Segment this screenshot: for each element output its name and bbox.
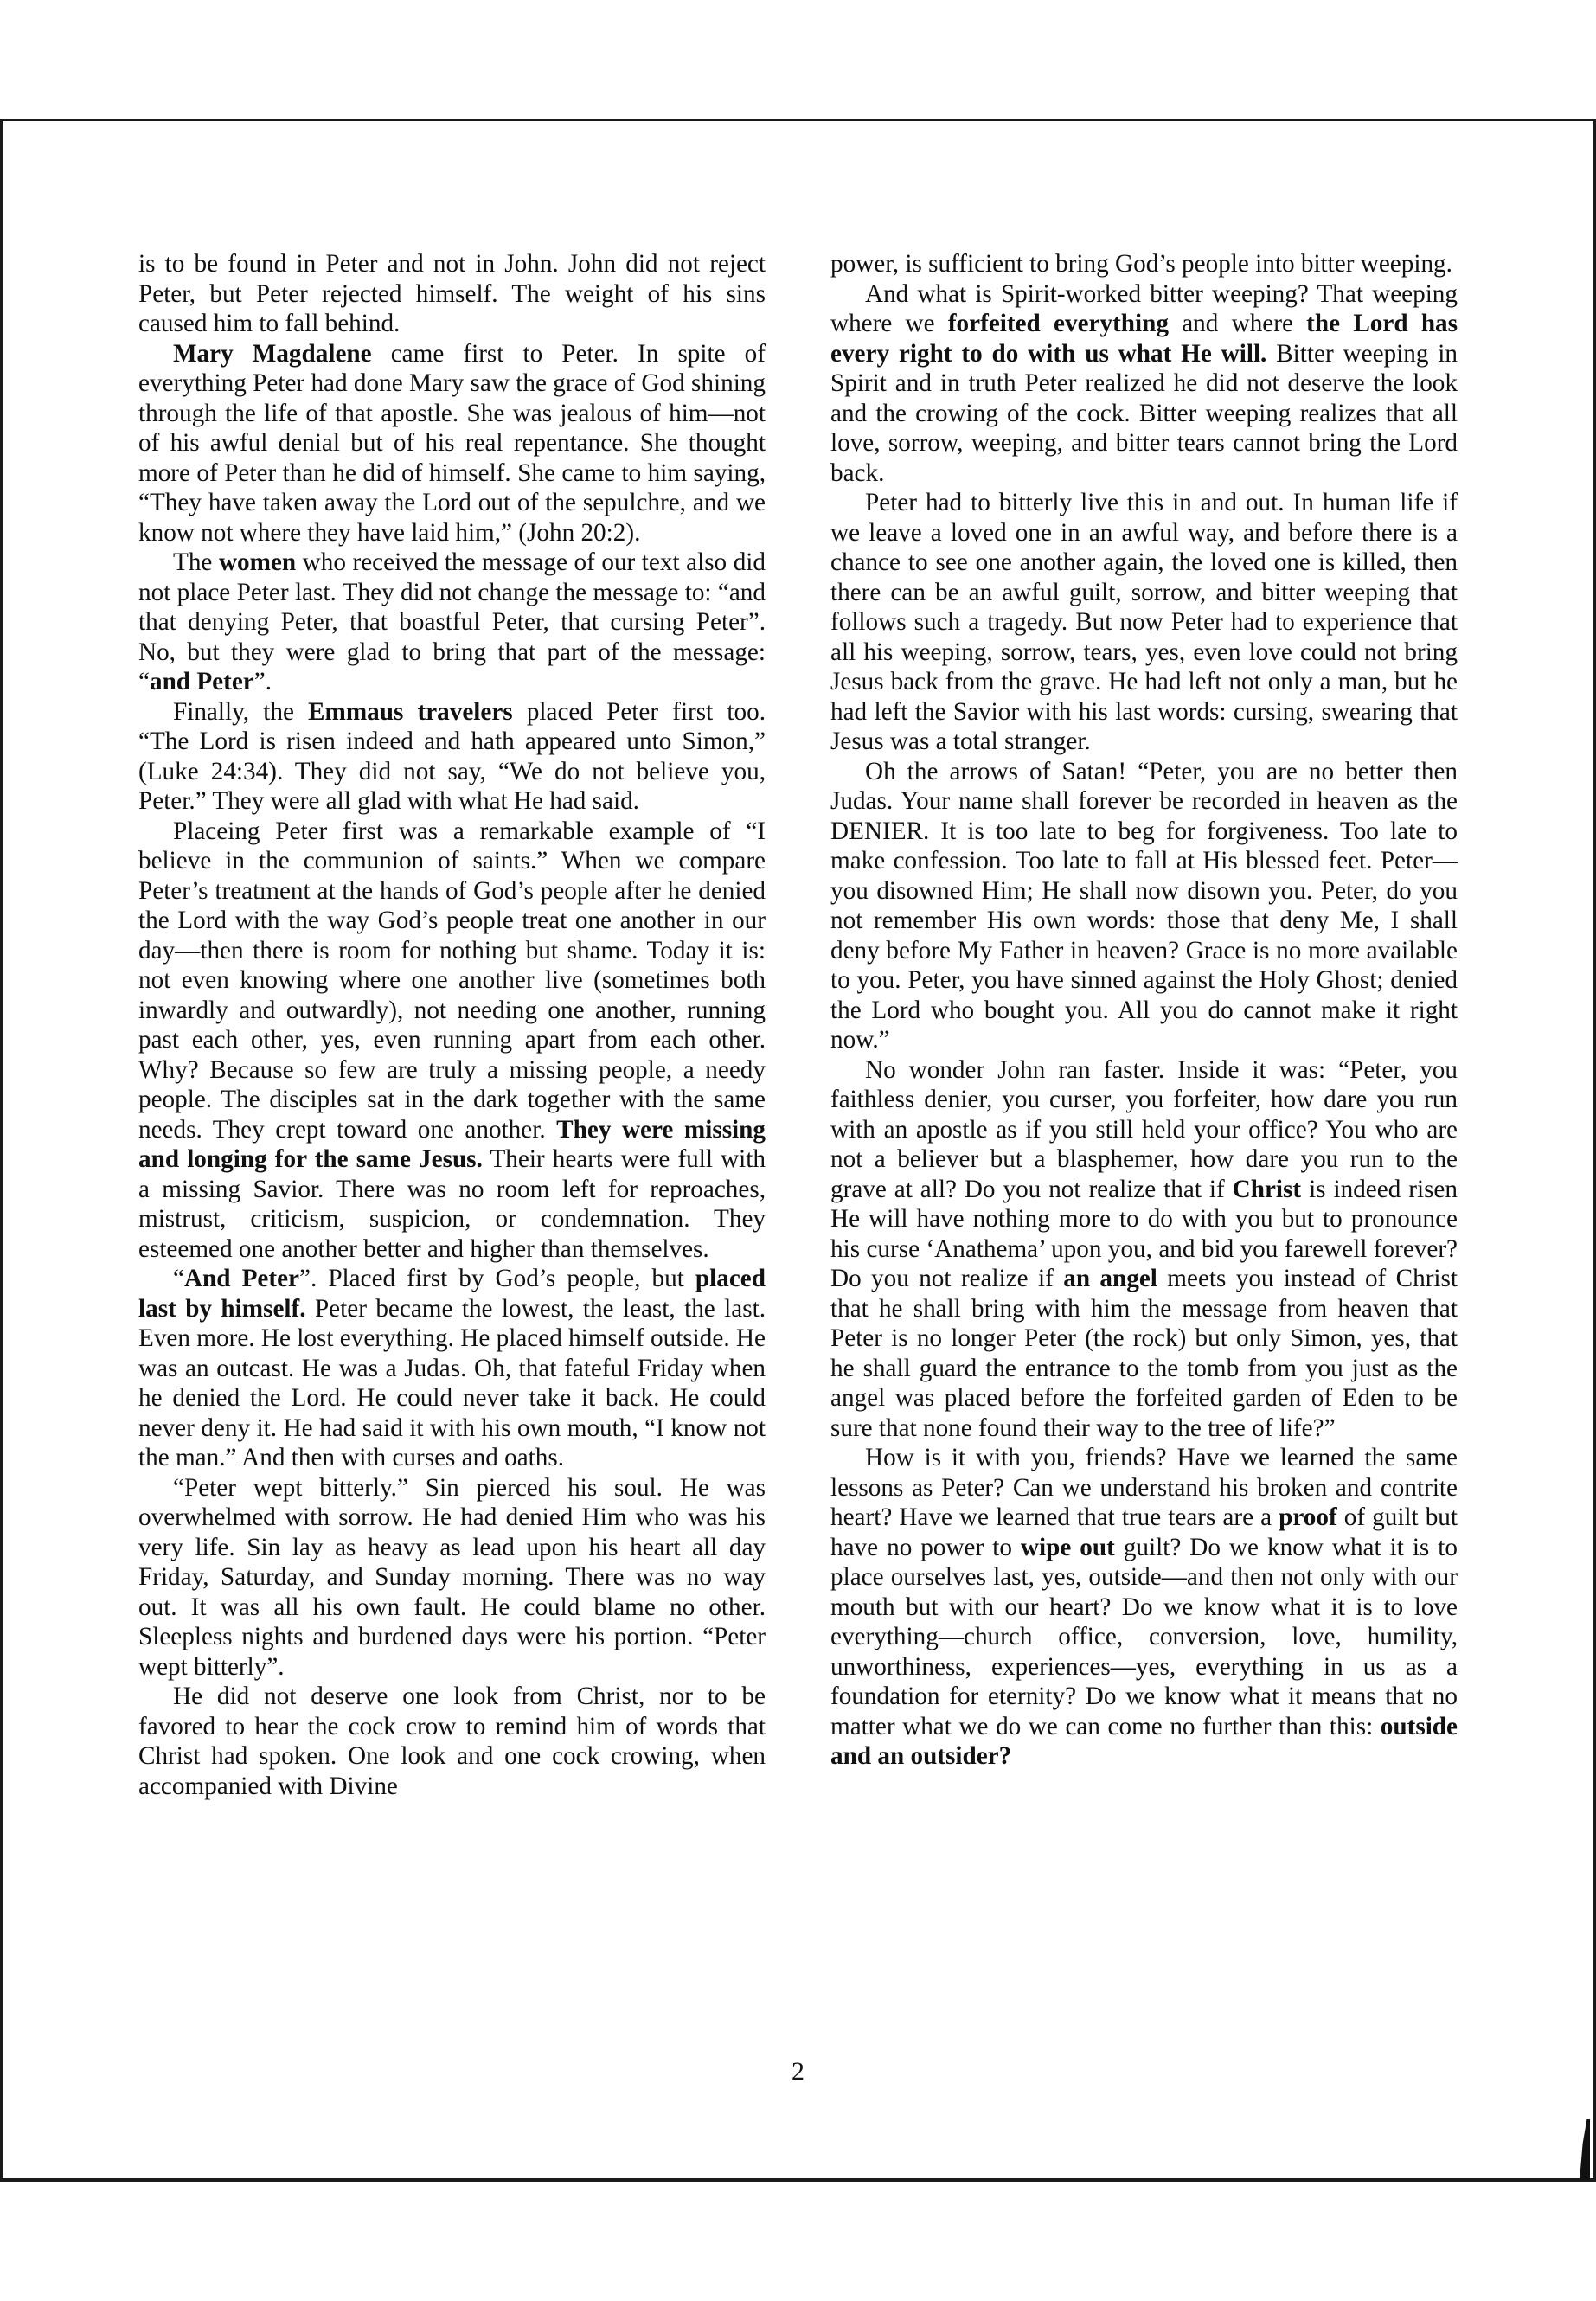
text-run: Placeing Peter first was a remarkable example of “I believe in the communion of saints.” When we compare Peter’s treatment at the hands of God’s people after he denied the Lord with the way God’s people treat one another in our day—then there is room for nothing but shame. Today it is: not even knowing where one another live (sometimes both inwardly and outwardly), not needing one another, running past each other, yes, even running apart from each other. Why? Because so few are truly a missing people, a needy people. The disciples sat in the dark together with the same needs. They crept toward one another. — [138, 817, 766, 1144]
paragraph — [138, 339, 766, 548]
paragraph — [138, 1473, 766, 1682]
text-run: The — [173, 548, 219, 576]
paragraph — [138, 249, 766, 339]
text-run: He did not deserve one look from Christ, nor to be favored to hear the cock crow to remind him of words that Christ had spoken. One look and one cock crowing, when accompanied with Divine — [138, 1682, 766, 1800]
text-run: Finally, the — [173, 697, 309, 726]
text-run: Oh the arrows of Satan! “Peter, you are no better then Judas. Your name shall forever be recorded in heaven as the DENIER. It is too late to beg for forgiveness. Too late to make confession. Too late to fall at His blessed feet. Peter—you disowned Him; He shall now disown you. Peter, do you not remember His own words: those that deny Me, I shall deny before My Father in heaven? Grace is no more available to you. Peter, you have sinned against the Holy Ghost; denied the Lord who bought you. All you do cannot make it right now.” — [830, 757, 1458, 1054]
text-run: ”. — [253, 668, 272, 695]
text-run: No wonder John ran faster. Inside it was: “Peter, you faithless denier, you curser, you forfeiter, how dare you run with an apostle as if you still held your office? You who are not a believer but a blasphemer, how dare you run to the grave at all? Do you not realize that if — [830, 1055, 1458, 1203]
text-run: who received the message of our text also did not place Peter last. They did not change the message to: “and that denying Peter, that boastful Peter, that cursing Peter”. No, but they were glad to bring that part of the message: “ — [138, 548, 766, 695]
bold-text: women — [218, 548, 297, 576]
bold-text: Christ — [1232, 1175, 1302, 1203]
paragraph — [830, 1055, 1458, 1444]
right-column — [830, 249, 1458, 1772]
paragraph — [830, 488, 1458, 757]
paragraph — [138, 1264, 766, 1473]
paragraph — [830, 1443, 1458, 1772]
scan-corner-mark — [1580, 2119, 1590, 2180]
text-run: guilt? Do we know what it is to place ourselves last, yes, outside—and then not only with our mouth but with our heart? Do we know what it is to love everything—church office, conversion, love, humility, unworthiness, experiences—yes, everything in us as a foundation for eternity? Do we know what it means that no matter what we do we can come no further than this: — [830, 1533, 1458, 1740]
text-run: And what is Spirit-worked bitter weeping? That weeping where we — [830, 279, 1458, 337]
bold-text: Emmaus travelers — [308, 697, 513, 726]
text-run: Bitter weeping in Spirit and in truth Peter realized he did not deserve the look and the crowing of the cock. Bitter weeping realizes that all love, sorrow, weeping, and bitter tears cannot bring the Lord back. — [830, 339, 1458, 487]
text-run: came first to Peter. In spite of everything Peter had done Mary saw the grace of God shining through the life of that apostle. She was jealous of him—not of his awful denial but of his real repentance. She thought more of Peter than he did of himself. She came to him saying, “They have taken away the Lord out of the sepulchre, and we know not where they have laid him,” (John 20:2). — [138, 339, 766, 547]
bold-text: placed last by himself. — [138, 1265, 766, 1323]
bold-text: and Peter — [149, 668, 254, 695]
page-border-top — [0, 119, 1596, 121]
paragraph — [138, 697, 766, 817]
paragraph — [138, 817, 766, 1265]
bold-text: an angel — [1063, 1265, 1157, 1292]
bold-text: the Lord has every right to do with us what He will. — [830, 310, 1458, 368]
paragraph — [830, 279, 1458, 489]
text-run: ”. Placed first by God’s people, but — [299, 1265, 695, 1292]
page-border-bottom — [0, 2178, 1596, 2182]
paragraph — [138, 548, 766, 697]
left-column — [138, 249, 766, 1801]
bold-text: Mary Magdalene — [173, 339, 372, 368]
text-run: Peter became the lowest, the least, the last. Even more. He lost everything. He placed himself outside. He was an outcast. He was a Judas. Oh, that fateful Friday when he denied the Lord. He could never take it back. He could never deny it. He had said it with his own mouth, “I know not the man.” And then with curses and oaths. — [138, 1294, 766, 1471]
bold-text: outside and an outsider? — [830, 1712, 1458, 1770]
paragraph — [830, 249, 1458, 279]
text-run: Their hearts were full with a missing Savior. There was no room left for reproaches, mistrust, criticism, suspicion, or condemnation. They esteemed one another better and higher than themselves. — [138, 1145, 766, 1263]
bold-text: And Peter — [183, 1265, 299, 1292]
bold-text: They were missing and longing for the same Jesus. — [138, 1115, 766, 1173]
text-run: power, is sufficient to bring God’s people into bitter weeping. — [830, 250, 1452, 278]
text-run: is to be found in Peter and not in John. John did not reject Peter, but Peter rejected himself. The weight of his sins caused him to fall behind. — [138, 250, 766, 337]
page-number: 2 — [792, 2057, 804, 2086]
text-run: of guilt but have no power to — [830, 1503, 1458, 1561]
text-run: placed Peter first too. “The Lord is risen indeed and hath appeared unto Simon,” (Luke 24:34). They did not say, “We do not believe you, Peter.” They were all glad with what He had said. — [138, 697, 766, 815]
text-run: “Peter wept bitterly.” Sin pierced his soul. He was overwhelmed with sorrow. He had denied Him who was his very life. Sin lay as heavy as lead upon his heart all day Friday, Saturday, and Sunday morning. There was no way out. It was all his own fault. He could blame no other. Sleepless nights and burdened days were his portion. “Peter wept bitterly”. — [138, 1473, 766, 1681]
paragraph — [830, 757, 1458, 1055]
paragraph — [138, 1682, 766, 1801]
page-border-left — [0, 119, 3, 2182]
text-run: is indeed risen He will have nothing more to do with you but to pronounce his curse ‘Anathema’ upon you, and bid you farewell forever? Do you not realize if — [830, 1175, 1458, 1292]
text-run: How is it with you, friends? Have we learned the same lessons as Peter? Can we understand his broken and contrite heart? Have we learned that true tears are a — [830, 1444, 1458, 1531]
text-run: Peter had to bitterly live this in and out. In human life if we leave a loved one in an awful way, and before there is a chance to see one another again, the loved one is killed, then there can be an awful guilt, sorrow, and bitter weeping that follows such a tragedy. But now Peter had to experience that all his weeping, sorrow, tears, yes, even love could not bring Jesus back from the grave. He had left not only a man, but he had left the Savior with his last words: cursing, swearing that Jesus was a total stranger. — [830, 489, 1458, 755]
text-run: and where — [1168, 310, 1307, 337]
text-run: “ — [173, 1265, 184, 1292]
bold-text: forfeited everything — [947, 310, 1169, 337]
bold-text: proof — [1279, 1503, 1337, 1531]
text-run: meets you instead of Christ that he shall bring with him the message from heaven that Peter is no longer Peter (the rock) but only Simon, yes, that he shall guard the entrance to the tomb from you just as the angel was placed before the forfeited garden of Eden to be sure that none found their way to the tree of life?” — [830, 1265, 1458, 1442]
bold-text: wipe out — [1020, 1533, 1115, 1561]
